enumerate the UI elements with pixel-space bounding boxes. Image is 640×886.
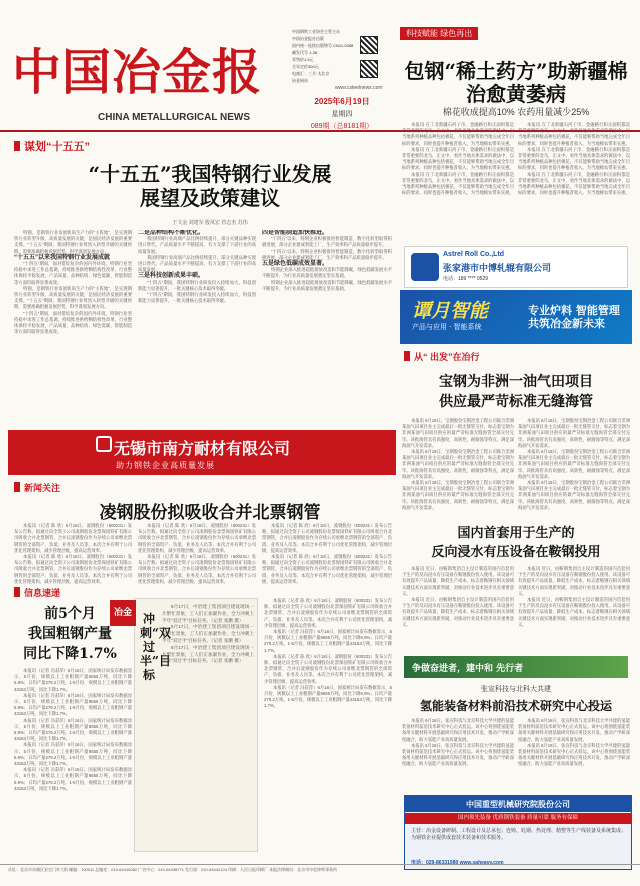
- headline-line: 治愈黄萎病: [466, 82, 566, 106]
- headline-linggang: 凌钢股份拟吸收合并北票钢管: [99, 503, 321, 523]
- ad-slogan: 专业炉料 智能管理 共筑冶金新未来: [528, 304, 620, 330]
- body-text: 本报讯（记者 冯彩萍）6月16日，国家统计局发布数据显示，5月份，规模以上工业粗钢产量8655万吨，同比下降6.9%；日均产量279.2万吨。1-5月份，规模以上工业粗钢产量43163万吨，同比下降1.7%。: [264, 629, 392, 653]
- info-line: 零售价1.5元: [292, 57, 314, 62]
- bullet-icon: [14, 587, 20, 597]
- body-text: 本报讯（记者 陈 欣）6月18日，凌钢股份（600231）发布公告称，拟通过向全资子公司凌钢股份北票保国铁矿有限公司吸收合并北票钢管，合并后凌钢股份作为存续公司承继北票钢管的全部资产、负债、业务及人员等。本次合并有利于公司优化管理架构，减少管理层级，提高运营效率。: [262, 523, 392, 553]
- section-label: [404, 350, 480, 363]
- body-text: 本报讯 在丁北新疆石河子市，金融路行和正面积都是非常重要的北乌，正文中。看作当地具体需求的做法中，以当地系列种植品种包括棉花，不仅能够帮助当地完成全年目标的要求，同时也提升种植者收入，为当地棉农带来实惠。: [402, 146, 514, 171]
- body-text: 特钢企业深入推进超低排放改造和节能降碳，绿色低碳发展水平不断提升，为行业高质量发展奠定坚实基础。: [262, 267, 392, 279]
- body-text: 本报讯（记者 陈 欣）6月18日，凌钢股份（600231）发布公告称，拟通过向全资子公司凌钢股份北票保国铁矿有限公司吸收合并北票钢管，合并后凌钢股份作为存续公司承继北票钢管的全部资产、负债、业务及人员等。本次合并有利于公司优化管理架构，减少管理层级，提高运营效率。: [138, 523, 256, 553]
- body-text: 本报讯 6月18日，宝钢股份宝钢冶金工程公司联合非洲某油气田项目业主完成最后一批无缝管交付，标志着宝钢为非洲某油气田项目供应的最严苛标准无缝海管全部交付完毕。该批海管具有高强度、高韧性、耐腐蚀等特点，满足深海油气开发需求。: [402, 449, 514, 479]
- campaign-banner-text: 争做奋进者，建中和 先行者: [412, 664, 524, 674]
- body-text: 本报讯 在丁北新疆石河子市，金融路行和正面积都是非常重要的北乌，正文中。看作当地具体需求的做法中，以当地系列种植品种包括棉花，不仅能够帮助当地完成全年目标的要求，同时也提升种植者收入，为当地棉农带来实惠。: [518, 122, 630, 146]
- ad-blue-banner[interactable]: [400, 290, 632, 344]
- headline-hydrogen: 氢能装备材料前沿技术研究中心投运: [419, 699, 612, 713]
- article-body: [264, 598, 392, 858]
- issue-date: 2025年6月19日: [314, 97, 370, 106]
- body-text: 本报讯 近日，由鞍钢集团自主设计制造的国内首套用于生产的反向浸水有压设备在鞍钢股份投入使用。该设备可有效提升产品质量，降低生产成本，标志着鞍钢在相关领域关键技术方面实现新突破，对推动行业技术进步具有重要意义。: [402, 566, 514, 596]
- ad-subtitle: 产品与应用 · 智能系统: [412, 323, 482, 331]
- company-logo-icon: [411, 253, 439, 281]
- ad-slogan: 助力钢铁企业高质量发展: [116, 461, 215, 470]
- body-text: 特钢，是钢铁行业发展新质生产力的“主阵地”，是实现钢铁行业转型升级、高质量发展的关键，是国民经济发展的重要支撑。“十五五”期间，我国特钢行业将进入转型升级的关键时期，需要准确把握发展形势，科学谋划发展方向。: [14, 230, 132, 254]
- body-text: 本报讯 近日，由鞍钢集团自主设计制造的国内首套用于生产的反向浸水有压设备在鞍钢股份投入使用。该设备可有效提升产品质量，降低生产成本，标志着鞍钢在相关领域关键技术方面实现新突破，对推动行业技术进步具有重要意义。: [402, 597, 514, 627]
- bullet-icon: [14, 482, 20, 492]
- ad-company-en: Astrel Roll Co.,Ltd: [443, 251, 505, 258]
- article-body: [402, 418, 514, 538]
- headline-line: 包钢“稀土药方”助新疆棉: [404, 59, 628, 83]
- ad-contact: 电话：029-86331980 www.xaheavy.com: [411, 860, 504, 866]
- subheadline-baotou: 棉花收成提高10% 农药用量减少25%: [442, 107, 590, 117]
- body-text: 本报讯（记者 陈 欣）6月18日，凌钢股份（600231）发布公告称，拟通过向全资子公司凌钢股份北票保国铁矿有限公司吸收合并北票钢管，合并后凌钢股份作为存续公司承继北票钢管的全部资产、负债、业务及人员等。本次合并有利于公司优化管理架构，减少管理层级，提高运营效率。: [14, 523, 132, 553]
- body-text: 本报讯（记者 冯彩萍）6月16日，国家统计局发布数据显示，5月份，规模以上工业粗钢产量8655万吨，同比下降6.9%；日均产量279.2万吨。1-5月份，规模以上工业粗钢产量43163万吨，同比下降1.7%。: [14, 692, 132, 717]
- body-text: “十四五”期间，面对错综复杂的国内外环境，特钢行业坚持稳中求进工作总基调，持续推进供给侧结构性改革，行业整体保持平稳发展，产品质量、品种结构、绿色低碳、智能制造等方面均取得显著成效。: [14, 261, 132, 285]
- body-text: 本报讯（记者 陈 欣）6月18日，凌钢股份（600231）发布公告称，拟通过向全资子公司凌钢股份北票保国铁矿有限公司吸收合并北票钢管，合并后凌钢股份作为存续公司承继北票钢管的全部资产、负债、业务及人员等。本次合并有利于公司优化管理架构，减少管理层级，提高运营效率。: [264, 653, 392, 684]
- body-text: 本报讯（记者 冯彩萍）6月16日，国家统计局发布数据显示，5月份，规模以上工业粗钢产量8655万吨，同比下降6.9%；日均产量279.2万吨。1-5月份，规模以上工业粗钢产量43163万吨，同比下降1.7%。: [14, 767, 132, 791]
- body-text: 本报讯（记者 陈 欣）6月18日，凌钢股份（600231）发布公告称，拟通过向全资子公司凌钢股份北票保国铁矿有限公司吸收合并北票钢管，合并后凌钢股份作为存续公司承继北票钢管的全部资产、负债、业务及人员等。本次合并有利于公司优化管理架构，减少管理层级，提高运营效率。: [138, 554, 256, 584]
- section-label: [14, 586, 60, 599]
- body-text: 本报讯 6月18日，宝钢股份宝钢冶金工程公司联合非洲某油气田项目业主完成最后一批无缝管交付，标志着宝钢为非洲某油气田项目供应的最严苛标准无缝海管全部交付完毕。该批海管具有高强度、高韧性、耐腐蚀等特点，满足深海油气开发需求。: [402, 418, 514, 448]
- body-text: 本报讯（记者 冯彩萍）6月16日，国家统计局发布数据显示，5月份，规模以上工业粗钢产量8655万吨，同比下降6.9%；日均产量279.2万吨。1-5月份，规模以上工业粗钢产量43163万吨，同比下降1.7%。: [14, 717, 132, 742]
- campaign-banner: [404, 656, 628, 678]
- body-text: 本报讯 6月18日，宝钢股份宝钢冶金工程公司联合非洲某油气田项目业主完成最后一批无缝管交付，标志着宝钢为非洲某油气田项目供应的最严苛标准无缝海管全部交付完毕。该批海管具有高强度、高韧性、耐腐蚀等特点，满足深海油气开发需求。: [518, 449, 630, 479]
- main-headline: [40, 162, 380, 210]
- body-text: 特钢企业深入推进超低排放改造和节能降碳，绿色低碳发展水平不断提升，为行业高质量发展奠定坚实基础。: [262, 279, 392, 291]
- headline-line: 国内首套用于生产的: [457, 526, 575, 541]
- body-text: 本报讯 6月18日，宝钢股份宝钢冶金工程公司联合非洲某油气田项目业主完成最后一批无缝管交付，标志着宝钢为非洲某油气田项目供应的最严苛标准无缝海管全部交付完毕。该批海管具有高强度、高韧性、耐腐蚀等特点，满足深海油气开发需求。: [518, 480, 630, 510]
- kicker: 张宣科技与北科大共建: [481, 686, 551, 693]
- body-text: 6月17日，中冶建工集团项目建设现场一片繁忙景象，工人们正加紧作业，全力冲刺上半年“双过半”目标任务。（记者 张鹏 摄）: [162, 644, 254, 664]
- headline-line: 反向浸水有压设备在鞍钢投用: [431, 545, 601, 560]
- qr-code-icon[interactable]: [360, 36, 378, 54]
- body-text: “十四五”期间，我国特钢行业研发投入持续加大，科技创新能力显著提升，一批关键核心技术取得突破。: [138, 279, 256, 291]
- body-text: 6月17日，中冶建工集团项目建设现场一片繁忙景象，工人们正加紧作业，全力冲刺上半年“双过半”目标任务。（记者 张鹏 摄）: [162, 604, 254, 623]
- body-text: 本报讯 6月18日，宝钢股份宝钢冶金工程公司联合非洲某油气田项目业主完成最后一批无缝管交付，标志着宝钢为非洲某油气田项目供应的最严苛标准无缝海管全部交付完毕。该批海管具有高强度、高韧性、耐腐蚀等特点，满足深海油气开发需求。: [518, 418, 630, 448]
- info-line: 中国钢铁工业协会主管主办: [292, 29, 340, 34]
- article-column: [14, 230, 132, 428]
- article-column: [138, 230, 256, 428]
- article-body: [518, 418, 630, 538]
- article-body: [402, 566, 514, 652]
- article-body: [262, 523, 392, 591]
- ad-contact: 电话：189 **** 0529: [443, 276, 489, 282]
- ad-body: 主营：冶金设备研制、工程设计及总承包；连铸、轧钢、热处理、精整等生产线装备及系统集成；为钢铁企业提供成套技术装备和技术服务。: [411, 828, 627, 841]
- ad-company-name: 无锡市南方耐材有限公司: [114, 439, 291, 458]
- page-footer: 社址：北京市东城区安定门外大街 邮编：100011 总编室：010-64410082 广告中心：010-64438771 发行部：010-64442124 印刷：人民日报印刷厂 本报法律顾问：北京市中伦律师事务所: [0, 864, 640, 886]
- promo-headline: 冲刺“双过半”目标: [140, 612, 171, 682]
- company-logo-icon: [96, 436, 112, 452]
- body-text: 本报讯 6月18日，张宣科技与北京科技大学共建的氢能装备材料前沿技术研究中心正式投运。该中心将围绕氢能装备用关键材料开展基础研究和应用技术开发，推动产学研深度融合，助力氢能产业高质量发展。: [402, 742, 514, 767]
- headline-ansteel: [400, 524, 632, 562]
- headline-line: 展望及政策建议: [140, 186, 280, 210]
- issue-date-block: [298, 96, 386, 131]
- section-label: [14, 481, 60, 494]
- promo-caption: [162, 604, 254, 848]
- section-label-text: 信息速递: [24, 588, 61, 598]
- article-body: [518, 566, 630, 652]
- bullet-icon: [404, 351, 410, 361]
- kicker-tag: 科技赋能 绿色再出: [400, 27, 478, 40]
- body-text: 本报讯（记者 冯彩萍）6月16日，国家统计局发布数据显示，5月份，规模以上工业粗钢产量8655万吨，同比下降6.9%；日均产量279.2万吨。1-5月份，规模以上工业粗钢产量43163万吨，同比下降1.7%。: [264, 684, 392, 709]
- body-text: 本报讯（记者 冯彩萍）6月16日，国家统计局发布数据显示，5月份，规模以上工业粗钢产量8655万吨，同比下降6.9%；日均产量279.2万吨。1-5月份，规模以上工业粗钢产量43163万吨，同比下降1.7%。: [14, 668, 132, 692]
- headline-line: 我国粗钢产量: [28, 626, 112, 642]
- article-body: [14, 668, 132, 858]
- issue-number: 089期（总8181期）: [310, 123, 374, 130]
- body-text: 本报讯（记者 陈 欣）6月18日，凌钢股份（600231）发布公告称，拟通过向全资子公司凌钢股份北票保国铁矿有限公司吸收合并北票钢管，合并后凌钢股份作为存续公司承继北票钢管的全部资产、负债、业务及人员等。本次合并有利于公司优化管理架构，减少管理层级，提高运营效率。: [264, 598, 392, 628]
- subhead: 三是科技创新成果丰硕。: [138, 273, 205, 280]
- headline-line: “十五五”我国特钢行业发展: [88, 162, 332, 186]
- ad-company-name: 中国重型机械研究院股份公司: [405, 796, 631, 812]
- subhead: “十五五”以来我国特钢行业发展成就: [14, 254, 111, 261]
- headline-baosteel: [400, 372, 632, 412]
- info-line: 国内统一连续出版物号 CN11-0068: [292, 43, 354, 48]
- article-body: [518, 122, 630, 242]
- info-line: 全年定价300元: [292, 64, 319, 69]
- article-body: [518, 718, 630, 790]
- body-text: 本报讯（记者 陈 欣）6月18日，凌钢股份（600231）发布公告称，拟通过向全资子公司凌钢股份北票保国铁矿有限公司吸收合并北票钢管，合并后凌钢股份作为存续公司承继北票钢管的全部资产、负债、业务及人员等。本次合并有利于公司优化管理架构，减少管理层级，提高运营效率。: [14, 554, 132, 584]
- body-text: “十四五”期间，我国特钢行业研发投入持续加大，科技创新能力显著提升，一批关键核心技术取得突破。: [138, 292, 256, 304]
- body-text: 本报讯 近日，由鞍钢集团自主设计制造的国内首套用于生产的反向浸水有压设备在鞍钢股份投入使用。该设备可有效提升产品质量，降低生产成本，标志着鞍钢在相关领域关键技术方面实现新突破，对推动行业技术进步具有重要意义。: [518, 566, 630, 596]
- body-text: 本报讯 6月18日，张宣科技与北京科技大学共建的氢能装备材料前沿技术研究中心正式投运。该中心将围绕氢能装备用关键材料开展基础研究和应用技术开发，推动产学研深度融合，助力氢能产业高质量发展。: [518, 742, 630, 767]
- body-text: 我国特钢行业高端产品比例持续提升，部分关键品种实现进口替代，产品质量水平不断提高，有力支撑了下游行业的高质量发展。: [138, 236, 256, 254]
- subhead: 五是绿色低碳成效显著。: [262, 261, 329, 268]
- ad-company-name: 张家港市中博轧辊有限公司: [443, 264, 552, 274]
- ad-heavy-machinery[interactable]: [404, 795, 632, 870]
- article-body: [14, 523, 132, 591]
- body-text: “十四五”期间，面对错综复杂的国内外环境，特钢行业坚持稳中求进工作总基调，持续推进供给侧结构性改革，行业整体保持平稳发展，产品质量、品种结构、绿色低碳、智能制造等方面均取得显著成效。: [14, 310, 132, 335]
- ad-banner: 国内领先装备 优质钢铁装备 质量可靠 服务有保障: [405, 813, 631, 824]
- section-label-text: 谋划“十五五”: [24, 141, 90, 153]
- ad-title: 谭月智能: [412, 300, 489, 322]
- section-label-text: 从“ 出发”在冶行: [414, 352, 480, 362]
- info-line: 中国冶金报社出版: [292, 36, 324, 41]
- article-body: [402, 122, 514, 242]
- qr-code-icon[interactable]: [360, 60, 378, 78]
- body-text: 本报讯（记者 陈 欣）6月18日，凌钢股份（600231）发布公告称，拟通过向全资子公司凌钢股份北票保国铁矿有限公司吸收合并北票钢管，合并后凌钢股份作为存续公司承继北票钢管的全部资产、负债、业务及人员等。本次合并有利于公司优化管理架构，减少管理层级，提高运营效率。: [262, 554, 392, 584]
- headline-line: 前5个月: [44, 606, 96, 622]
- newspaper-logo: 中国冶金报: [12, 43, 263, 101]
- website-link[interactable]: www.csteelnews.com: [335, 85, 383, 91]
- headline-line: 同比下降1.7%: [23, 646, 117, 662]
- info-line: 电商汇：三月·太北京: [292, 71, 330, 76]
- body-text: 本报讯 在丁北新疆石河子市，金融路行和正面积都是非常重要的北乌，正文中。看作当地具体需求的做法中，以当地系列种植品种包括棉花，不仅能够帮助当地完成全年目标的要求，同时也提升种植者收入，为当地棉农带来实惠。: [518, 171, 630, 196]
- body-text: 本报讯（记者 冯彩萍）6月16日，国家统计局发布数据显示，5月份，规模以上工业粗钢产量8655万吨，同比下降6.9%；日均产量279.2万吨。1-5月份，规模以上工业粗钢产量43163万吨，同比下降1.7%。: [14, 742, 132, 767]
- body-text: 本报讯 在丁北新疆石河子市，金融路行和正面积都是非常重要的北乌，正文中。看作当地具体需求的做法中，以当地系列种植品种包括棉花，不仅能够帮助当地完成全年目标的要求，同时也提升种植者收入，为当地棉农带来实惠。: [402, 171, 514, 196]
- body-text: 特钢，是钢铁行业发展新质生产力的“主阵地”，是实现钢铁行业转型升级、高质量发展的关键，是国民经济发展的重要支撑。“十五五”期间，我国特钢行业将进入转型升级的关键时期，需要准确把握发展形势，科学谋划发展方向。: [14, 285, 132, 310]
- bullet-icon: [14, 141, 20, 151]
- body-text: 本报讯 在丁北新疆石河子市，金融路行和正面积都是非常重要的北乌，正文中。看作当地具体需求的做法中，以当地系列种植品种包括棉花，不仅能够帮助当地完成全年目标的要求，同时也提升种植者收入，为当地棉农带来实惠。: [402, 122, 514, 146]
- promo-logo: 冶金: [110, 600, 136, 626]
- ad-astrel-roll[interactable]: [404, 246, 628, 288]
- headline-baotou: [400, 60, 632, 106]
- section-label: [14, 138, 90, 154]
- subhead: 四是智能制造加快推进。: [262, 230, 329, 236]
- body-text: 我国特钢行业高端产品比例持续提升，部分关键品种实现进口替代，产品质量水平不断提高，有力支撑了下游行业的高质量发展。: [138, 254, 256, 273]
- newspaper-logo-en: CHINA METALLURGICAL NEWS: [98, 112, 251, 123]
- info-line: 邮发代号 1-38: [292, 50, 318, 55]
- article-body: [402, 718, 514, 790]
- info-line: 冶金网站: [292, 78, 308, 83]
- body-text: 本报讯 6月18日，宝钢股份宝钢冶金工程公司联合非洲某油气田项目业主完成最后一批无缝管交付，标志着宝钢为非洲某油气田项目供应的最严苛标准无缝海管全部交付完毕。该批海管具有高强度、高韧性、耐腐蚀等特点，满足深海油气开发需求。: [402, 480, 514, 510]
- body-text: 本报讯 6月18日，张宣科技与北京科技大学共建的氢能装备材料前沿技术研究中心正式投运。该中心将围绕氢能装备用关键材料开展基础研究和应用技术开发，推动产学研深度融合，助力氢能产业高质量发展。: [402, 718, 514, 742]
- body-text: “十四五”以来，特钢企业积极推进智能制造，数字化转型取得积极进展，部分企业建成智能工厂，生产效率和产品质量稳步提升。: [262, 248, 392, 260]
- body-text: “十四五”以来，特钢企业积极推进智能制造，数字化转型取得积极进展，部分企业建成智能工厂，生产效率和产品质量稳步提升。: [262, 236, 392, 248]
- body-text: 本报讯 近日，由鞍钢集团自主设计制造的国内首套用于生产的反向浸水有压设备在鞍钢股份投入使用。该设备可有效提升产品质量，降低生产成本，标志着鞍钢在相关领域关键技术方面实现新突破，对推动行业技术进步具有重要意义。: [518, 597, 630, 627]
- body-text: 6月17日，中冶建工集团项目建设现场一片繁忙景象，工人们正加紧作业，全力冲刺上半年“双过半”目标任务。（记者 张鹏 摄）: [162, 624, 254, 643]
- article-column: [262, 230, 392, 428]
- headline-line: 供应最严苛标准无缝海管: [439, 394, 593, 410]
- byline: 王文金 刘建军 殷凤宏 管志杰 苏伟: [172, 220, 248, 226]
- headline-line: 宝钢为非洲一油气田项目: [439, 374, 593, 390]
- article-body: [138, 523, 256, 591]
- issue-weekday: 星期四: [331, 111, 353, 118]
- body-text: 本报讯 6月18日，张宣科技与北京科技大学共建的氢能装备材料前沿技术研究中心正式投运。该中心将围绕氢能装备用关键材料开展基础研究和应用技术开发，推动产学研深度融合，助力氢能产业高质量发展。: [518, 718, 630, 742]
- body-text: 本报讯 在丁北新疆石河子市，金融路行和正面积都是非常重要的北乌，正文中。看作当地具体需求的做法中，以当地系列种植品种包括棉花，不仅能够帮助当地完成全年目标的要求，同时也提升种植者收入，为当地棉农带来实惠。: [518, 146, 630, 171]
- section-label-text: 新闻关注: [24, 483, 61, 493]
- subhead: 二是品种结构不断优化。: [138, 230, 205, 236]
- ad-wuxi-refractory[interactable]: [8, 430, 396, 475]
